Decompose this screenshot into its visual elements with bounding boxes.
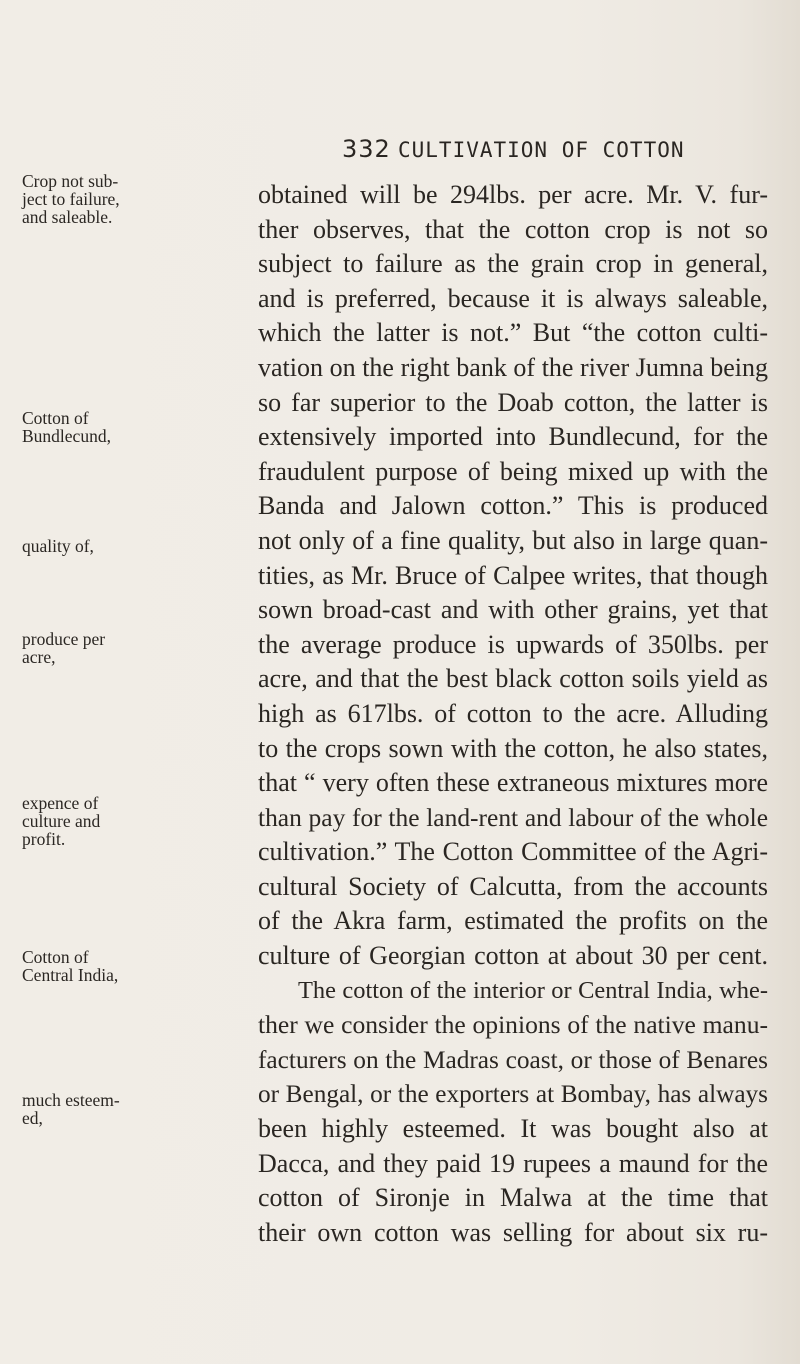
text-line: Dacca, and they paid 19 rupees a maund for the	[258, 1148, 768, 1178]
text-line: than pay for the land-rent and labour of the whole	[258, 802, 768, 832]
text-line: culture of Georgian cotton at about 30 per cent.	[258, 941, 768, 971]
margin-note	[22, 409, 232, 445]
text-line: of the Akra farm, estimated the profits on the	[258, 906, 768, 936]
margin-note	[22, 1091, 232, 1127]
margin-note-line: profit.	[22, 829, 66, 849]
margin-note	[22, 794, 232, 848]
text-line: which the latter is not.” But “the cotton culti-	[258, 318, 768, 348]
text-line: been highly esteemed. It was bought also at	[258, 1114, 768, 1144]
text-line: subject to failure as the grain crop in general,	[258, 249, 768, 279]
text-line: their own cotton was selling for about six ru-	[258, 1217, 768, 1247]
margin-note-line: much esteem-	[22, 1090, 120, 1110]
margin-note-line: ed,	[22, 1108, 43, 1128]
text-line: so far superior to the Doab cotton, the latter is	[258, 387, 768, 417]
text-line: ther we consider the opinions of the native manu-	[258, 1010, 768, 1040]
margin-note-line: Cotton of	[22, 947, 89, 967]
margin-note-line: produce per	[22, 629, 106, 649]
text-line: fraudulent purpose of being mixed up with the	[258, 456, 768, 486]
text-line: Banda and Jalown cotton.” This is produced	[258, 491, 768, 521]
margin-note-line: Central India,	[22, 965, 119, 985]
margin-note-line: Bundlecund,	[22, 426, 111, 446]
page-header	[342, 135, 685, 163]
text-line: extensively imported into Bundlecund, for the	[258, 422, 768, 452]
text-line: cultivation.” The Cotton Committee of the Agri-	[258, 837, 768, 867]
margin-note	[22, 172, 232, 226]
text-line: to the crops sown with the cotton, he also states,	[258, 733, 768, 763]
margin-note-line: ject to failure,	[22, 189, 120, 209]
margin-note-line: quality of,	[22, 536, 94, 556]
text-line: sown broad-cast and with other grains, yet that	[258, 595, 768, 625]
text-line: and is preferred, because it is always saleable,	[258, 283, 768, 313]
margin-note	[22, 630, 232, 666]
margin-note	[22, 948, 232, 984]
page-number: 332	[342, 135, 391, 163]
margin-note-line: expence of	[22, 793, 99, 813]
text-line: vation on the right bank of the river Jumna being	[258, 352, 768, 382]
text-line: cultural Society of Calcutta, from the accounts	[258, 871, 768, 901]
text-line: the average produce is upwards of 350lbs. per	[258, 629, 768, 659]
text-line: high as 617lbs. of cotton to the acre. Alluding	[258, 698, 768, 728]
text-line: acre, and that the best black cotton soils yield as	[258, 664, 768, 694]
text-line: cotton of Sironje in Malwa at the time that	[258, 1183, 768, 1213]
margin-note-line: culture and	[22, 811, 101, 831]
text-line: obtained will be 294lbs. per acre. Mr. V. fur-	[258, 180, 768, 209]
text-line: The cotton of the interior or Central India, whe-	[298, 976, 768, 1004]
margin-note-line: and saleable.	[22, 207, 113, 227]
margin-note-line: Cotton of	[22, 408, 89, 428]
text-line: facturers on the Madras coast, or those of Benares	[258, 1045, 768, 1074]
margin-note-line: Crop not sub-	[22, 171, 119, 191]
text-line: that “ very often these extraneous mixtures more	[258, 768, 768, 798]
margin-note	[22, 537, 232, 555]
body-text	[258, 178, 768, 1250]
margin-note-line: acre,	[22, 647, 56, 667]
text-line: ther observes, that the cotton crop is not so	[258, 214, 768, 244]
text-line: or Bengal, or the exporters at Bombay, has always	[258, 1080, 768, 1109]
running-title: CULTIVATION OF COTTON	[398, 138, 685, 162]
text-line: not only of a fine quality, but also in large quan-	[258, 525, 768, 555]
text-line: tities, as Mr. Bruce of Calpee writes, that though	[258, 560, 768, 590]
